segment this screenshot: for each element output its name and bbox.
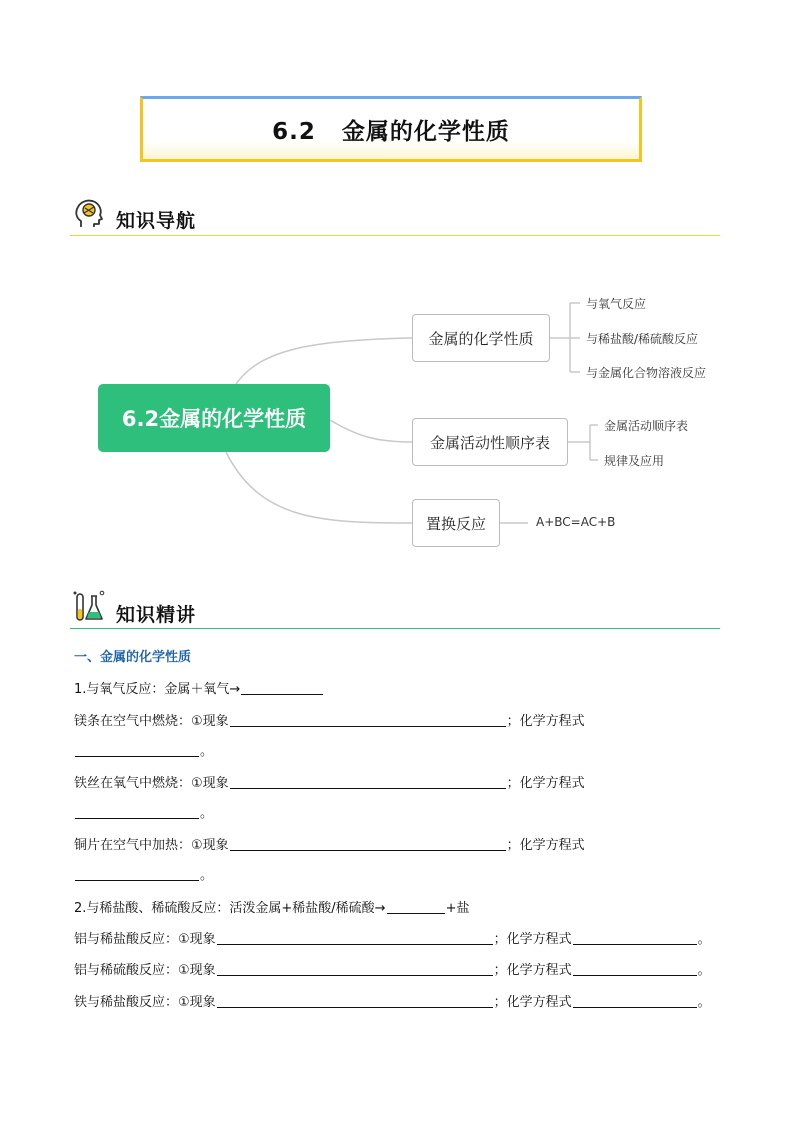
line-text: ；化学方程式 — [493, 995, 572, 1010]
text-line — [74, 740, 213, 759]
line-text: +盐 — [445, 901, 470, 916]
mindmap-leaf: 与稀盐酸/稀硫酸反应 — [586, 332, 699, 346]
line-text: 。 — [697, 963, 711, 978]
mindmap-root: 6.2金属的化学性质 — [98, 384, 330, 452]
line-text: ；化学方程式 — [506, 776, 585, 791]
answer-blank — [217, 1006, 493, 1008]
mindmap-leaf: 与金属化合物溶液反应 — [586, 366, 707, 380]
section-title-lecture: 知识精讲 — [116, 604, 197, 626]
line-text: 。 — [200, 868, 214, 883]
answer-blank — [75, 879, 199, 881]
text-line — [74, 802, 213, 821]
line-text: 铁与稀盐酸反应：①现象 — [74, 995, 216, 1010]
mindmap-branch-chemical-properties: 金属的化学性质 — [412, 314, 550, 362]
line-text: 。 — [200, 744, 214, 759]
answer-blank — [573, 943, 697, 945]
line-text: 铝与稀硫酸反应：①现象 — [74, 963, 216, 978]
answer-blank — [217, 974, 493, 976]
text-line — [74, 710, 585, 729]
answer-blank — [75, 755, 199, 757]
text-line — [74, 991, 711, 1010]
line-text: 1.与氧气反应：金属＋氧气→ — [74, 682, 241, 697]
line-text: ；化学方程式 — [493, 932, 572, 947]
section-divider — [70, 628, 720, 629]
line-text: ；化学方程式 — [493, 963, 572, 978]
text-line — [74, 678, 324, 697]
lab-flask-icon — [72, 590, 106, 628]
line-text: ；化学方程式 — [506, 714, 585, 729]
section-title-navigation: 知识导航 — [116, 210, 197, 232]
answer-blank — [573, 974, 697, 976]
text-line — [74, 959, 711, 978]
answer-blank — [230, 787, 506, 789]
answer-blank — [75, 817, 199, 819]
text-line — [74, 864, 213, 883]
mindmap-leaf: 与氧气反应 — [586, 297, 647, 311]
line-text: 铜片在空气中加热：①现象 — [74, 838, 229, 853]
answer-blank — [241, 693, 323, 695]
text-line — [74, 897, 469, 916]
mindmap-branch-displacement: 置换反应 — [412, 499, 500, 547]
line-text: 。 — [697, 932, 711, 947]
line-text: 铁丝在氧气中燃烧：①现象 — [74, 776, 229, 791]
line-text: 铝与稀盐酸反应：①现象 — [74, 932, 216, 947]
text-line — [74, 834, 585, 853]
title-number: 6.2 — [272, 118, 316, 145]
line-text: 2.与稀盐酸、稀硫酸反应：活泼金属+稀盐酸/稀硫酸→ — [74, 901, 386, 916]
mindmap-leaf: 金属活动顺序表 — [604, 419, 689, 433]
answer-blank — [573, 1006, 697, 1008]
line-text: 镁条在空气中燃烧：①现象 — [74, 714, 229, 729]
text-line — [74, 928, 711, 947]
line-text: 。 — [697, 995, 711, 1010]
line-text: 。 — [200, 806, 214, 821]
answer-blank — [230, 849, 506, 851]
answer-blank — [387, 912, 445, 914]
text-line — [74, 772, 585, 791]
answer-blank — [230, 725, 506, 727]
line-text: ；化学方程式 — [506, 838, 585, 853]
mindmap-branch-activity-series: 金属活动性顺序表 — [412, 418, 568, 466]
subsection-heading: 一、金属的化学性质 — [74, 650, 192, 665]
answer-blank — [217, 943, 493, 945]
mindmap-leaf: A+BC=AC+B — [536, 515, 616, 529]
mindmap-leaf: 规律及应用 — [604, 454, 665, 468]
title-text: 金属的化学性质 — [341, 118, 510, 145]
